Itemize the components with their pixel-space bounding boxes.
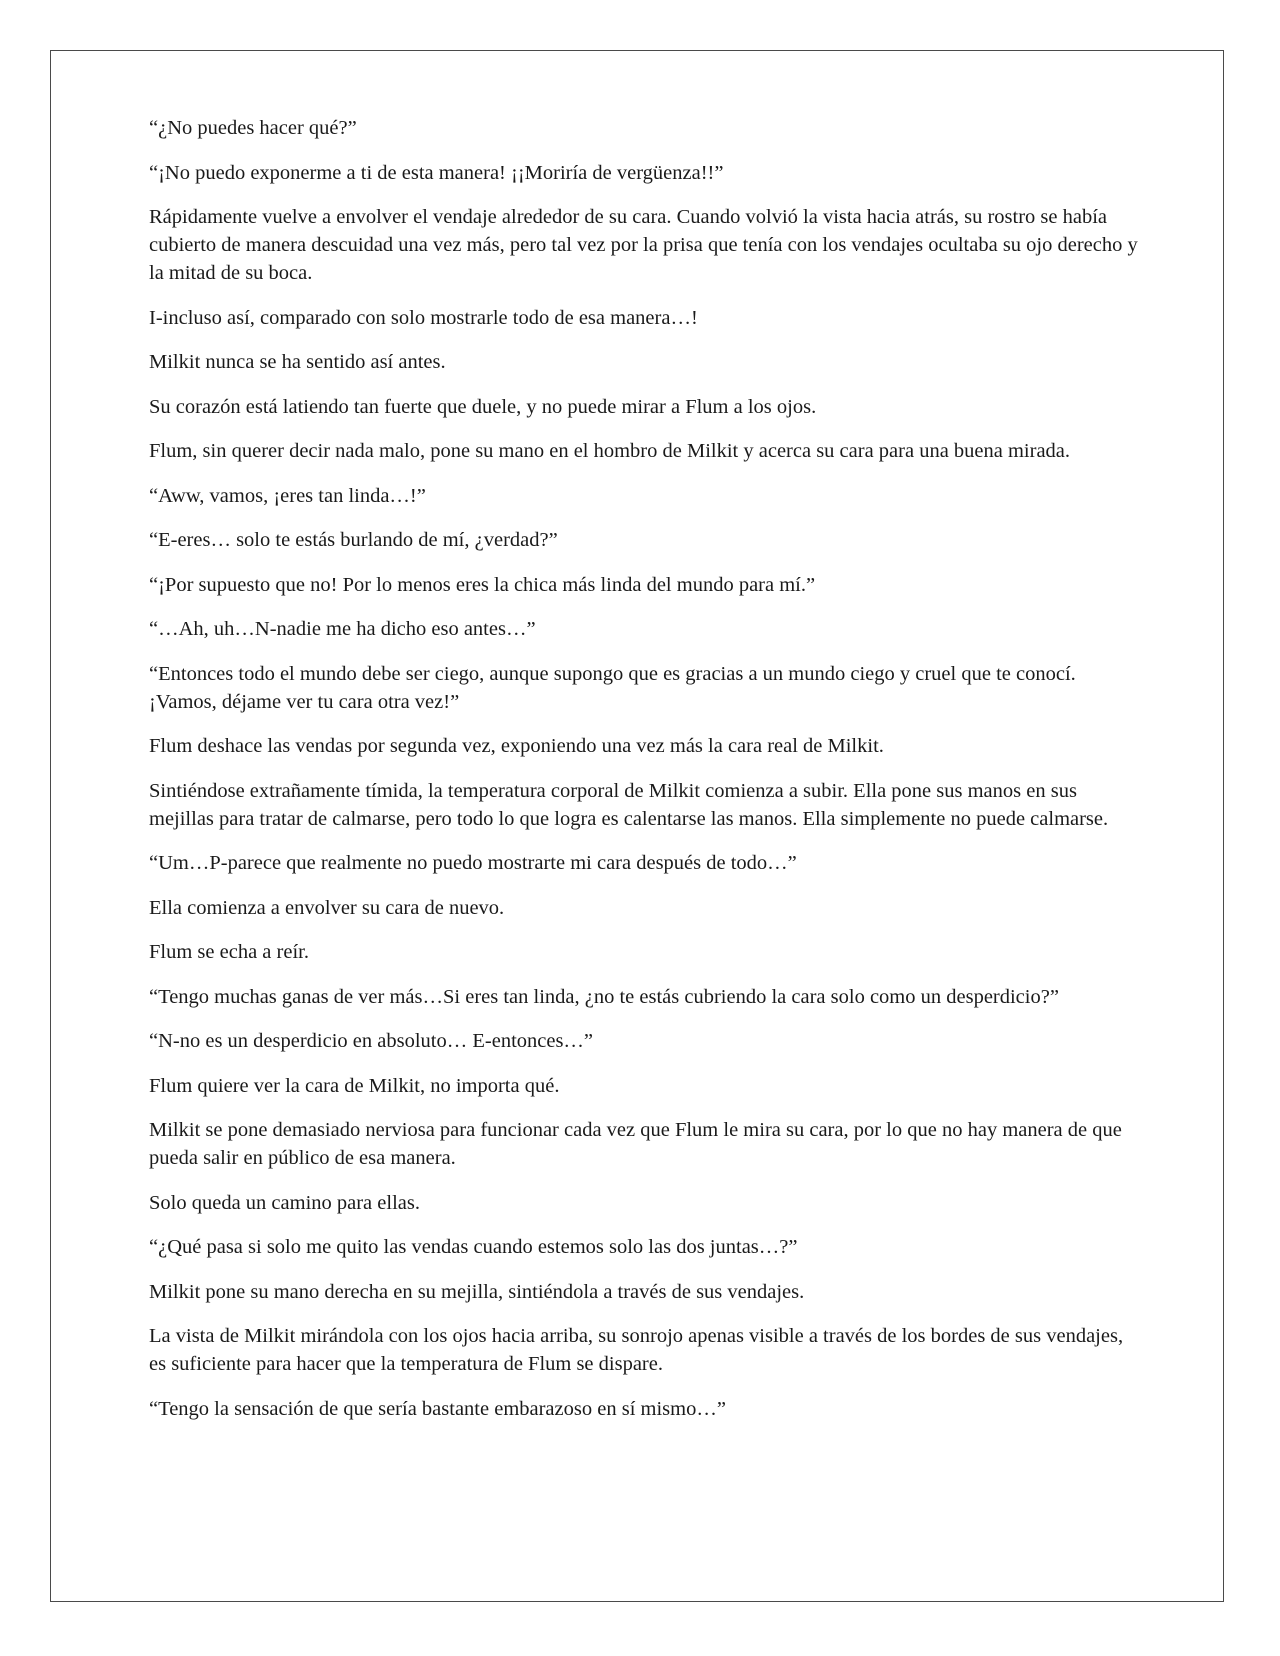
paragraph: Sintiéndose extrañamente tímida, la temperatura corporal de Milkit comienza a subir. Ella pone sus manos en sus mejillas para tratar de calmarse, pero todo lo que logra es calentarse las manos. Ella simplemente no puede calmarse.: [149, 779, 1109, 830]
paragraph: “Tengo la sensación de que sería bastante embarazoso en sí mismo…”: [149, 1397, 726, 1420]
paragraph: Rápidamente vuelve a envolver el vendaje alrededor de su cara. Cuando volvió la vista hacia atrás, su rostro se había cubierto de manera descuidad una vez más, pero tal vez por la prisa que tenía con los vendajes ocultaba su ojo derecho y la mitad de su boca.: [149, 206, 1138, 284]
paragraph: Ella comienza a envolver su cara de nuevo.: [149, 896, 505, 919]
paragraph: “Entonces todo el mundo debe ser ciego, aunque supongo que es gracias a un mundo ciego y cruel que te conocí. ¡Vamos, déjame ver tu cara otra vez!”: [149, 662, 1076, 713]
paragraph: Milkit nunca se ha sentido así antes.: [149, 351, 446, 373]
paragraph: Milkit se pone demasiado nerviosa para funcionar cada vez que Flum le mira su cara, por lo que no hay manera de que pueda salir en público de esa manera.: [149, 1119, 1122, 1169]
paragraph: Flum quiere ver la cara de Milkit, no importa qué.: [149, 1074, 560, 1097]
paragraph: Flum se echa a reír.: [149, 941, 309, 963]
paragraph: “¡No puedo exponerme a ti de esta manera! ¡¡Moriría de vergüenza!!”: [149, 161, 724, 184]
paragraph: La vista de Milkit mirándola con los ojos hacia arriba, su sonrojo apenas visible a través de los bordes de sus vendajes, es suficiente para hacer que la temperatura de Flum se dispare.: [149, 1325, 1124, 1375]
paragraph: “Tengo muchas ganas de ver más…Si eres tan linda, ¿no te estás cubriendo la cara solo como un desperdicio?”: [149, 985, 1059, 1008]
paragraph: Flum, sin querer decir nada malo, pone su mano en el hombro de Milkit y acerca su cara para una buena mirada.: [149, 440, 1071, 462]
paragraph: Su corazón está latiendo tan fuerte que duele, y no puede mirar a Flum a los ojos.: [149, 395, 817, 418]
paragraph: “N-no es un desperdicio en absoluto… E-entonces…”: [149, 1030, 594, 1052]
paragraph: Solo queda un camino para ellas.: [149, 1191, 420, 1214]
paragraph: I-incluso así, comparado con solo mostrarle todo de esa manera…!: [149, 306, 698, 329]
paragraph: “Um…P-parece que realmente no puedo mostrarte mi cara después de todo…”: [149, 852, 797, 874]
paragraph: “¿Qué pasa si solo me quito las vendas cuando estemos solo las dos juntas…?”: [149, 1236, 798, 1258]
paragraph: “¿No puedes hacer qué?”: [149, 117, 357, 139]
paragraph: “Aww, vamos, ¡eres tan linda…!”: [149, 484, 426, 507]
paragraph: “E-eres… solo te estás burlando de mí, ¿verdad?”: [149, 529, 558, 551]
paragraph: Flum deshace las vendas por segunda vez, exponiendo una vez más la cara real de Milkit.: [149, 735, 884, 757]
paragraph: “¡Por supuesto que no! Por lo menos eres la chica más linda del mundo para mí.”: [149, 573, 816, 596]
paragraph: Milkit pone su mano derecha en su mejilla, sintiéndola a través de sus vendajes.: [149, 1280, 805, 1303]
document-body: [149, 114, 1139, 1439]
paragraph: “…Ah, uh…N-nadie me ha dicho eso antes…”: [149, 618, 536, 640]
